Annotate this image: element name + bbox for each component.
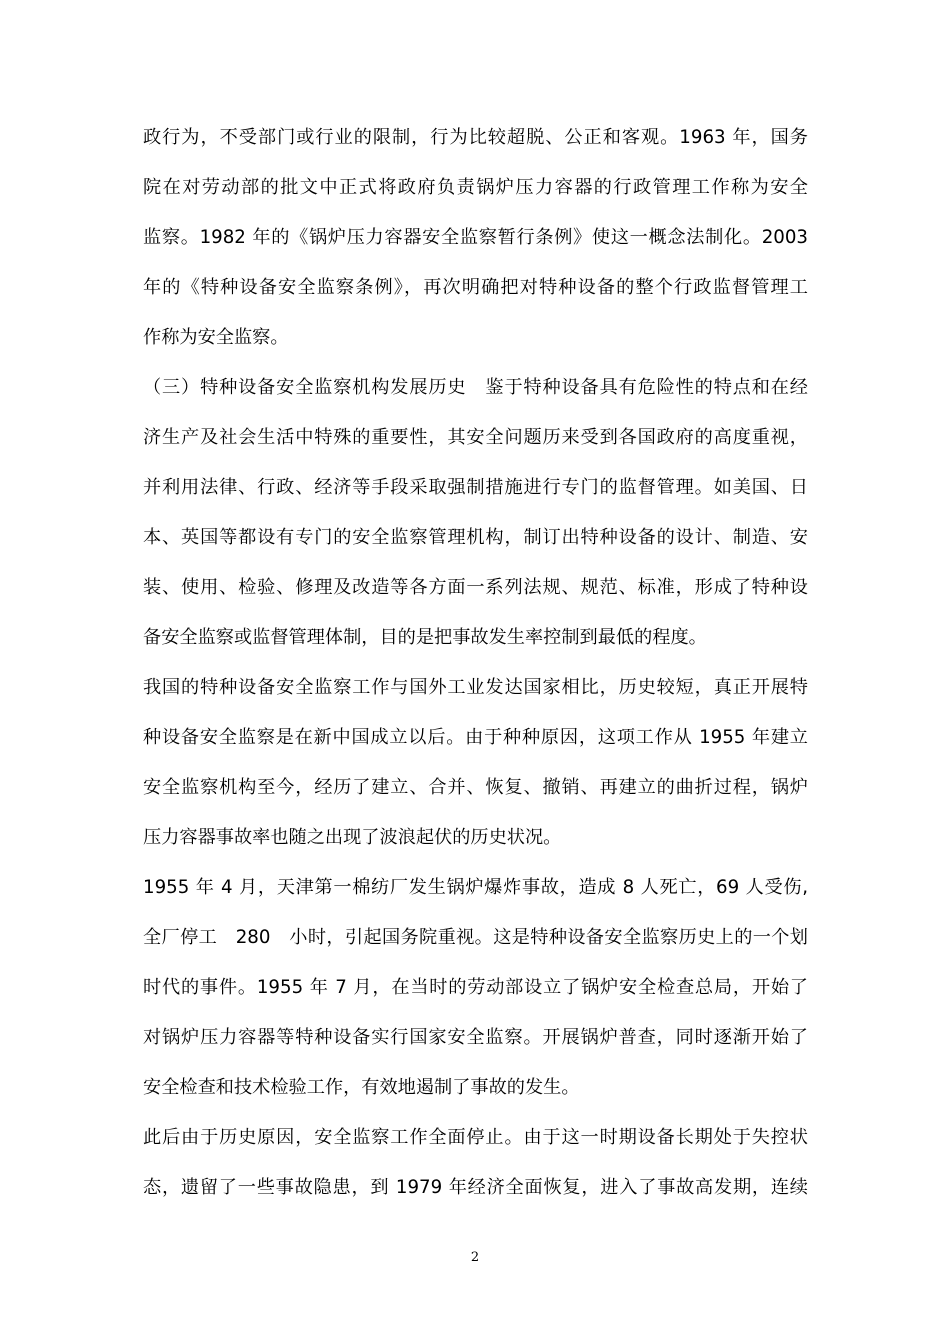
text-line: 作称为安全监察。: [143, 327, 289, 348]
text-line: 院在对劳动部的批文中正式将政府负责锅炉压力容器的行政管理工作称为安全: [143, 177, 808, 198]
text-line: 监察。1982 年的《锅炉压力容器安全监察暂行条例》使这一概念法制化。2003: [143, 227, 808, 248]
section-heading-line: （三）特种设备安全监察机构发展历史 鉴于特种设备具有危险性的特点和在经: [143, 377, 808, 398]
text-line: 本、英国等都设有专门的安全监察管理机构，制订出特种设备的设计、制造、安: [143, 527, 808, 548]
text-line: 对锅炉压力容器等特种设备实行国家安全监察。开展锅炉普查，同时逐渐开始了: [143, 1027, 808, 1048]
text-line: 态，遗留了一些事故隐患，到 1979 年经济全面恢复，进入了事故高发期，连续: [143, 1177, 808, 1198]
text-line: 我国的特种设备安全监察工作与国外工业发达国家相比，历史较短，真正开展特: [143, 677, 808, 698]
text-line: 年的《特种设备安全监察条例》，再次明确把对特种设备的整个行政监督管理工: [143, 277, 808, 298]
text-line: 压力容器事故率也随之出现了波浪起伏的历史状况。: [143, 827, 562, 848]
text-line: 1955 年 4 月，天津第一棉纺厂发生锅炉爆炸事故，造成 8 人死亡，69 人受伤,: [143, 877, 808, 898]
paragraph: [143, 1113, 808, 1213]
text-line: 全厂停工 280 小时，引起国务院重视。这是特种设备安全监察历史上的一个划: [143, 927, 808, 948]
paragraph: [143, 363, 808, 663]
text-line: 种设备安全监察是在新中国成立以后。由于种种原因，这项工作从 1955 年建立: [143, 727, 808, 748]
paragraph: [143, 113, 808, 363]
text-line: 政行为，不受部门或行业的限制，行为比较超脱、公正和客观。1963 年，国务: [143, 127, 808, 148]
paragraph: [143, 663, 808, 863]
text-line: 济生产及社会生活中特殊的重要性，其安全问题历来受到各国政府的高度重视，: [143, 427, 808, 448]
page-number: 2: [470, 1250, 480, 1265]
text-line: 此后由于历史原因，安全监察工作全面停止。由于这一时期设备长期处于失控状: [143, 1127, 808, 1148]
text-line: 时代的事件。1955 年 7 月，在当时的劳动部设立了锅炉安全检查总局，开始了: [143, 977, 808, 998]
document-body: [143, 113, 808, 1213]
text-line: 装、使用、检验、修理及改造等各方面一系列法规、规范、标准，形成了特种设: [143, 577, 808, 598]
text-line: 备安全监察或监督管理体制，目的是把事故发生率控制到最低的程度。: [143, 627, 707, 648]
paragraph: [143, 863, 808, 1113]
text-line: 安全监察机构至今，经历了建立、合并、恢复、撤销、再建立的曲折过程，锅炉: [143, 777, 808, 798]
text-line: 安全检查和技术检验工作，有效地遏制了事故的发生。: [143, 1077, 580, 1098]
text-line: 并利用法律、行政、经济等手段采取强制措施进行专门的监督管理。如美国、日: [143, 477, 808, 498]
